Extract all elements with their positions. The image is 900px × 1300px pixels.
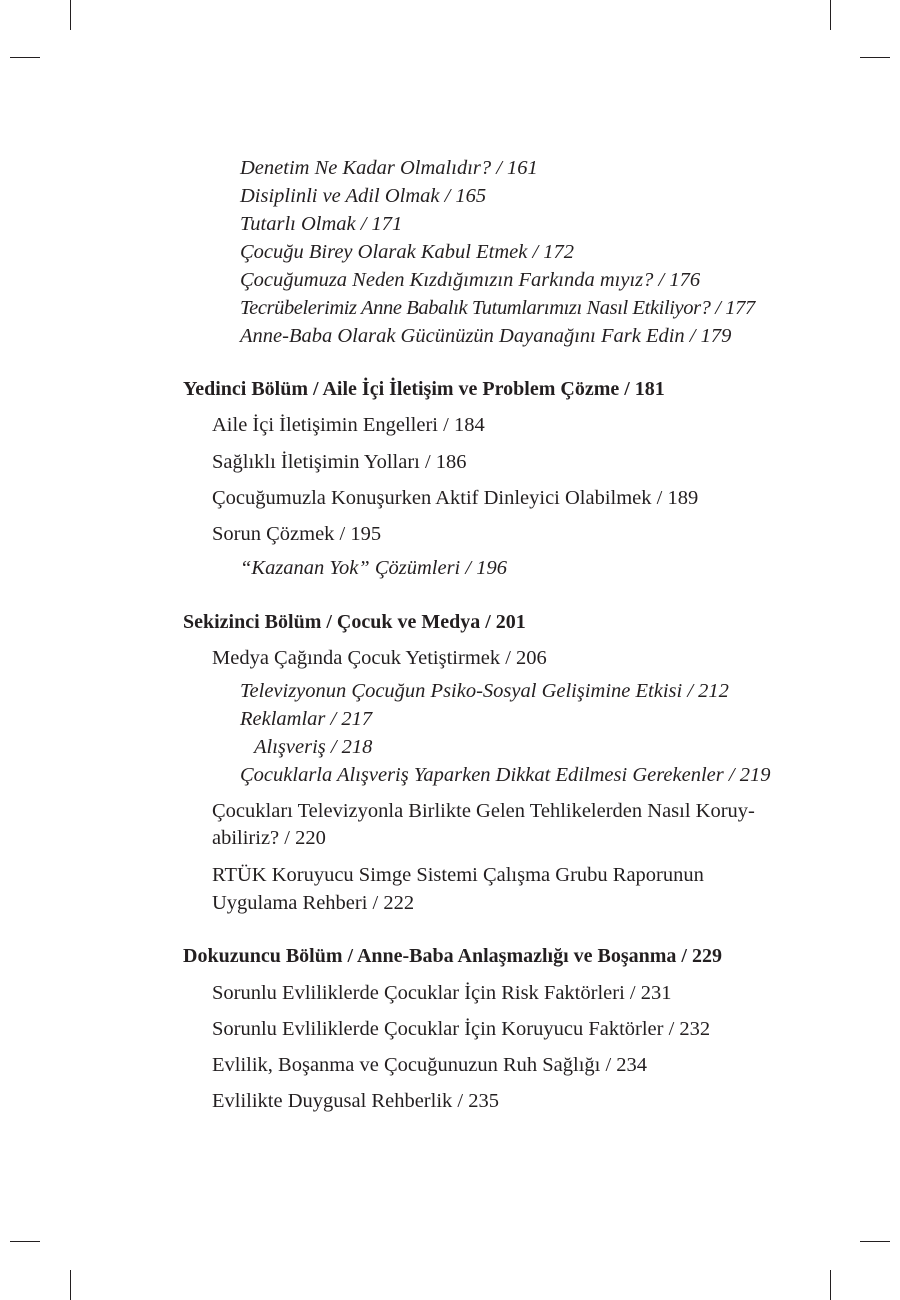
toc-entry: RTÜK Koruyucu Simge Sistemi Çalışma Grubu Raporunun (212, 864, 704, 886)
toc-entry: Çocuğumuza Neden Kızdığımızın Farkında mıyız? / 176 (240, 269, 701, 291)
toc-entry: Evlilikte Duygusal Rehberlik / 235 (212, 1090, 499, 1112)
toc-entry: Çocuğumuzla Konuşurken Aktif Dinleyici Olabilmek / 189 (212, 487, 699, 509)
toc-entry: Televizyonun Çocuğun Psiko-Sosyal Gelişimine Etkisi / 212 (240, 680, 729, 702)
chapter-heading: Dokuzuncu Bölüm / Anne-Baba Anlaşmazlığı ve Boşanma / 229 (183, 945, 722, 967)
toc-entry: Tecrübelerimiz Anne Babalık Tutumlarımızı Nasıl Etkiliyor? / 177 (240, 297, 755, 319)
toc-entry: Denetim Ne Kadar Olmalıdır? / 161 (240, 157, 538, 179)
toc-entry: Sorunlu Evliliklerde Çocuklar İçin Koruyucu Faktörler / 232 (212, 1018, 711, 1040)
toc-entry: Reklamlar / 217 (240, 708, 373, 730)
toc-entry: Sorun Çözmek / 195 (212, 523, 382, 545)
toc-entry: Çocuğu Birey Olarak Kabul Etmek / 172 (240, 241, 575, 263)
toc-entry: Alışveriş / 218 (254, 736, 373, 758)
chapter-heading: Yedinci Bölüm / Aile İçi İletişim ve Problem Çözme / 181 (183, 378, 665, 400)
chapter-heading: Sekizinci Bölüm / Çocuk ve Medya / 201 (183, 611, 526, 633)
toc-entry: Aile İçi İletişimin Engelleri / 184 (212, 414, 485, 436)
toc-entry: abiliriz? / 220 (212, 827, 326, 849)
toc-entry: Sorunlu Evliliklerde Çocuklar İçin Risk Faktörleri / 231 (212, 982, 672, 1004)
toc-entry: Çocukları Televizyonla Birlikte Gelen Tehlikelerden Nasıl Koruy- (212, 800, 755, 822)
toc-entry: Sağlıklı İletişimin Yolları / 186 (212, 451, 467, 473)
toc-entry: Evlilik, Boşanma ve Çocuğunuzun Ruh Sağlığı / 234 (212, 1054, 648, 1076)
toc-entry: Uygulama Rehberi / 222 (212, 892, 415, 914)
toc-entry: Tutarlı Olmak / 171 (240, 213, 403, 235)
toc-entry: Anne-Baba Olarak Gücünüzün Dayanağını Fark Edin / 179 (240, 325, 732, 347)
toc-entry: Çocuklarla Alışveriş Yaparken Dikkat Edilmesi Gerekenler / 219 (240, 764, 771, 786)
toc-entry: Medya Çağında Çocuk Yetiştirmek / 206 (212, 647, 547, 669)
toc-entry: “Kazanan Yok” Çözümleri / 196 (240, 557, 507, 579)
toc-entry: Disiplinli ve Adil Olmak / 165 (240, 185, 487, 207)
